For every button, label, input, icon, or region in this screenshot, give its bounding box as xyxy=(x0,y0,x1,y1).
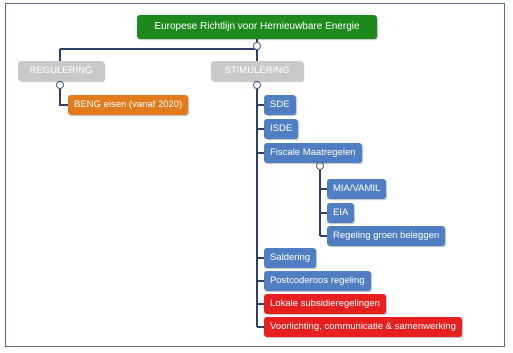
collapse-knob-regulering[interactable] xyxy=(56,81,64,89)
node-isde[interactable]: ISDE xyxy=(264,119,298,139)
node-mia-vamil[interactable]: MIA/VAMIL xyxy=(327,179,386,199)
node-beng-eisen[interactable]: BENG eisen (vanaf 2020) xyxy=(68,95,188,115)
node-eia[interactable]: EIA xyxy=(327,203,354,223)
node-saldering[interactable]: Saldering xyxy=(264,248,316,268)
node-regeling-groen-beleggen[interactable]: Regeling groen beleggen xyxy=(327,226,445,246)
root-node[interactable]: Europese Richtlijn voor Hernieuwbare Energie xyxy=(137,15,377,39)
branch-regulering[interactable]: REGULERING xyxy=(18,61,104,81)
collapse-knob-fiscale[interactable] xyxy=(316,162,324,170)
node-sde[interactable]: SDE xyxy=(264,95,296,115)
branch-stimulering[interactable]: STIMULERING xyxy=(211,61,303,81)
node-voorlichting[interactable]: Voorlichting, communicatie & samenwerking xyxy=(264,317,462,337)
collapse-knob-root[interactable] xyxy=(253,42,261,50)
node-postcoderoos-regeling[interactable]: Postcoderoos regeling xyxy=(264,271,371,291)
node-lokale-subsidieregelingen[interactable]: Lokale subsidieregelingen xyxy=(264,294,386,314)
collapse-knob-stimulering[interactable] xyxy=(253,81,261,89)
node-fiscale-maatregelen[interactable]: Fiscale Maatregelen xyxy=(264,143,362,163)
